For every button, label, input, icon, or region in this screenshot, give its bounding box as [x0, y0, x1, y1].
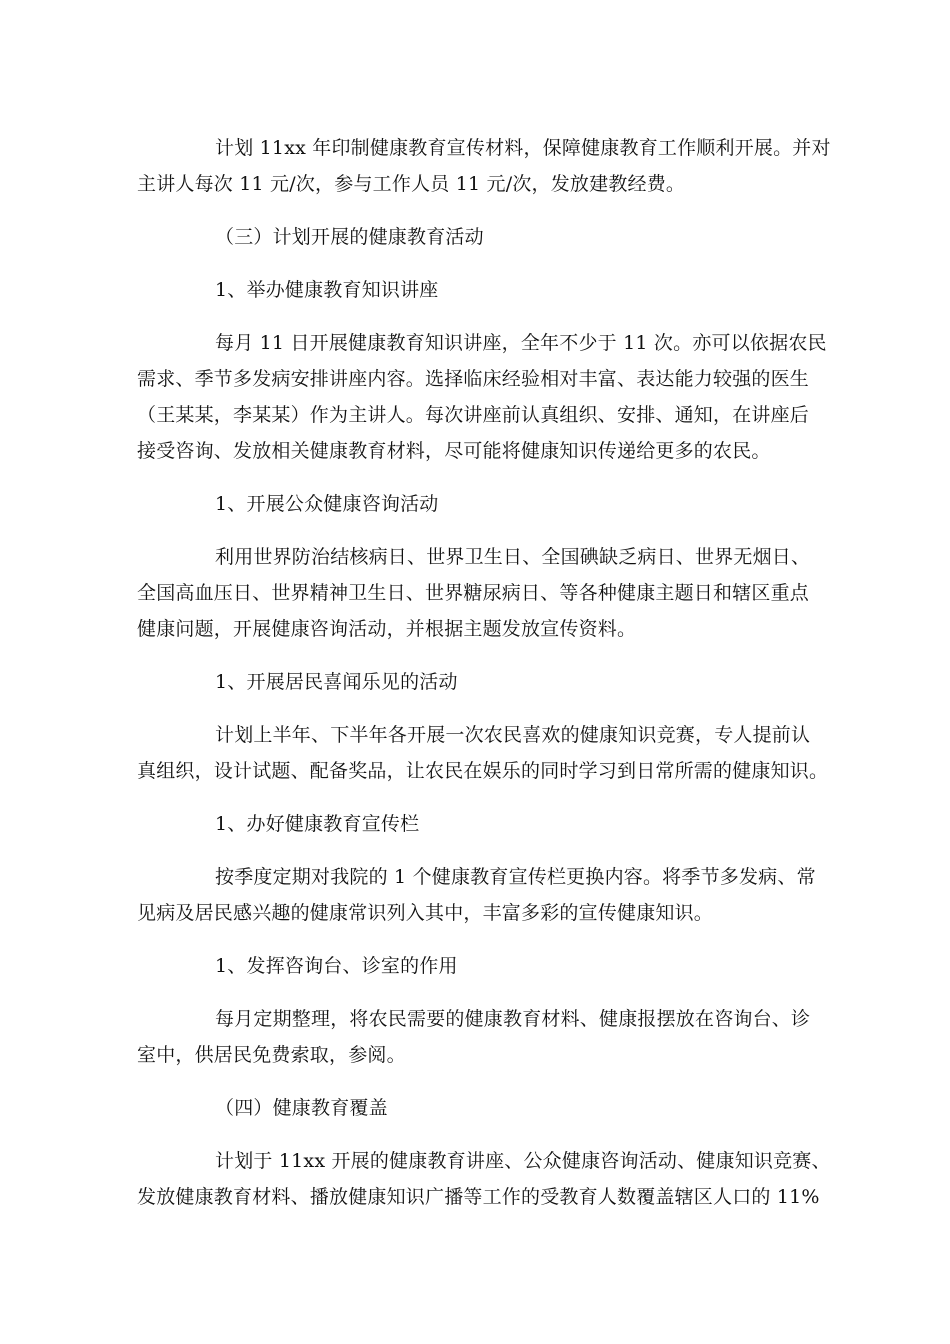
- text-line: 按季度定期对我院的 1 个健康教育宣传栏更换内容。将季节多发病、常: [215, 866, 816, 888]
- paragraph: [137, 539, 813, 647]
- text-line: 见病及居民感兴趣的健康常识列入其中，丰富多彩的宣传健康知识。: [137, 902, 714, 924]
- paragraph: [137, 1143, 831, 1215]
- section-heading: （四）健康教育覆盖: [215, 1097, 388, 1119]
- subsection-heading: 1、开展公众健康咨询活动: [215, 493, 439, 515]
- subsection-heading: 1、发挥咨询台、诊室的作用: [215, 955, 458, 977]
- subsection-heading: 1、办好健康教育宣传栏: [215, 813, 420, 835]
- text-line: 主讲人每次 11 元/次，参与工作人员 11 元/次，发放建教经费。: [137, 173, 686, 195]
- subsection-heading: 1、开展居民喜闻乐见的活动: [215, 671, 458, 693]
- document-body: [137, 130, 831, 1232]
- text-line: 室中，供居民免费索取，参阅。: [137, 1044, 406, 1066]
- paragraph: [137, 130, 831, 202]
- text-line: 全国高血压日、世界精神卫生日、世界糖尿病日、等各种健康主题日和辖区重点: [137, 582, 810, 604]
- text-line: 每月 11 日开展健康教育知识讲座，全年不少于 11 次。亦可以依据农民: [215, 332, 827, 354]
- text-line: 健康问题，开展健康咨询活动，并根据主题发放宣传资料。: [137, 618, 637, 640]
- text-line: 计划 11xx 年印制健康教育宣传材料，保障健康教育工作顺利开展。并对: [215, 137, 831, 159]
- paragraph: [137, 1001, 813, 1073]
- text-line: （王某某，李某某）作为主讲人。每次讲座前认真组织、安排、通知，在讲座后: [137, 404, 810, 426]
- paragraph: [137, 717, 829, 789]
- section-heading: （三）计划开展的健康教育活动: [215, 226, 484, 248]
- text-line: 每月定期整理，将农民需要的健康教育材料、健康报摆放在咨询台、诊: [215, 1008, 811, 1030]
- text-line: 接受咨询、发放相关健康教育材料，尽可能将健康知识传递给更多的农民。: [137, 440, 771, 462]
- text-line: 计划上半年、下半年各开展一次农民喜欢的健康知识竞赛，专人提前认: [215, 724, 811, 746]
- text-line: 真组织，设计试题、配备奖品，让农民在娱乐的同时学习到日常所需的健康知识。: [137, 760, 829, 782]
- paragraph: [137, 325, 827, 469]
- text-line: 发放健康教育材料、播放健康知识广播等工作的受教育人数覆盖辖区人口的 11%: [137, 1186, 820, 1208]
- text-line: 计划于 11xx 开展的健康教育讲座、公众健康咨询活动、健康知识竞赛、: [215, 1150, 831, 1172]
- paragraph: [137, 859, 816, 931]
- text-line: 需求、季节多发病安排讲座内容。选择临床经验相对丰富、表达能力较强的医生: [137, 368, 810, 390]
- subsection-heading: 1、举办健康教育知识讲座: [215, 279, 439, 301]
- text-line: 利用世界防治结核病日、世界卫生日、全国碘缺乏病日、世界无烟日、: [215, 546, 811, 568]
